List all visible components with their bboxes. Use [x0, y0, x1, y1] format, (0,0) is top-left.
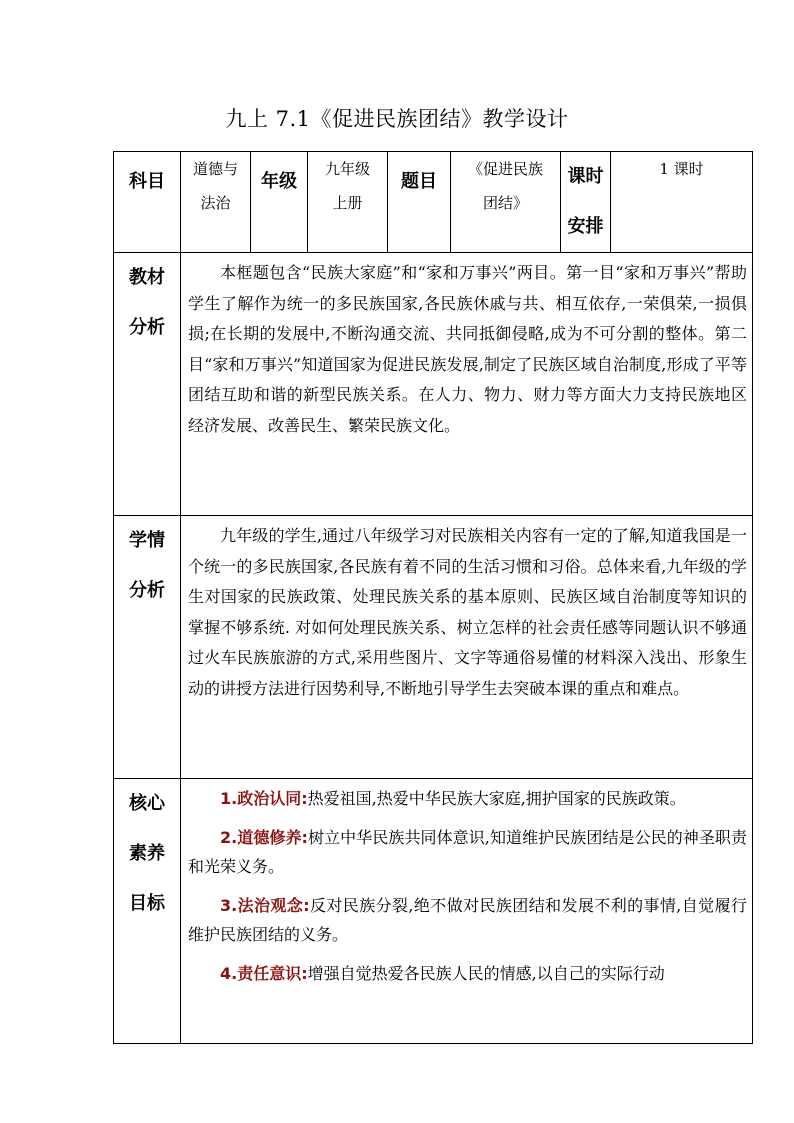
subject-label: 科目 [114, 152, 181, 253]
goal-tag: 3.法治观念: [220, 896, 310, 915]
core-goals-text [181, 779, 753, 1044]
goal-tag: 2.道德修养: [220, 828, 308, 847]
goal-text: 树立中华民族共同体意识,知道维护民族团结是公民的神圣职责和光荣义务。 [188, 828, 747, 876]
textbook-analysis-row [114, 253, 753, 516]
goal-text: 反对民族分裂,绝不做对民族团结和发展不利的事情,自觉履行维护民族团结的义务。 [188, 896, 747, 944]
student-analysis-row [114, 516, 753, 779]
topic-label: 题目 [388, 152, 451, 253]
goal-item [188, 784, 747, 813]
lesson-plan-table [113, 151, 753, 1044]
schedule-label: 课时 安排 [561, 152, 611, 253]
student-analysis-label: 学情 分析 [114, 516, 181, 779]
grade-label: 年级 [251, 152, 308, 253]
core-goals-label: 核心 素养 目标 [114, 779, 181, 1044]
goal-item [188, 891, 747, 949]
goal-item [188, 823, 747, 881]
textbook-analysis-text: 本框题包含“民族大家庭”和“家和万事兴”两目。第一目“家和万事兴”帮助学生了解作为统一的多民族国家,各民族休戚与共、相互依存,一荣俱荣,一损俱损;在长期的发展中,不断沟通交流、共同抵御侵略,成为不可分割的整体。第二目“家和万事兴”知道国家为促进民族发展,制定了民族区域自治制度,形成了平等团结互助和谐的新型民族关系。在人力、物力、财力等方面大力支持民族地区经济发展、改善民生、繁荣民族文化。 [181, 253, 753, 516]
topic-value: 《促进民族 团结》 [451, 152, 561, 253]
textbook-analysis-label: 教材 分析 [114, 253, 181, 516]
core-goals-row [114, 779, 753, 1044]
goal-item [188, 959, 747, 988]
document-title: 九上 7.1《促进民族团结》教学设计 [225, 107, 569, 131]
student-analysis-text: 九年级的学生,通过八年级学习对民族相关内容有一定的了解,知道我国是一个统一的多民族国家,各民族有着不同的生活习惯和习俗。总体来看,九年级的学生对国家的民族政策、处理民族关系的基本原则、民族区域自治制度等知识的掌握不够系统. 对如何处理民族关系、树立怎样的社会责任感等同题认识不够通过火车民族旅游的方式,采用些图片、文字等通俗易懂的材料深入浅出、形象生动的讲授方法进行因势利导,不断地引导学生去突破本课的重点和难点。 [181, 516, 753, 779]
schedule-value: 1 课时 [611, 152, 753, 253]
grade-value: 九年级 上册 [308, 152, 388, 253]
goal-text: 增强自觉热爱各民族人民的情感,以自己的实际行动 [307, 964, 665, 983]
goal-tag: 1.政治认同: [220, 789, 308, 808]
header-row [114, 152, 753, 253]
subject-value: 道德与 法治 [181, 152, 251, 253]
goal-tag: 4.责任意识: [220, 964, 308, 983]
goal-text: 热爱祖国,热爱中华民族大家庭,拥护国家的民族政策。 [307, 789, 686, 808]
